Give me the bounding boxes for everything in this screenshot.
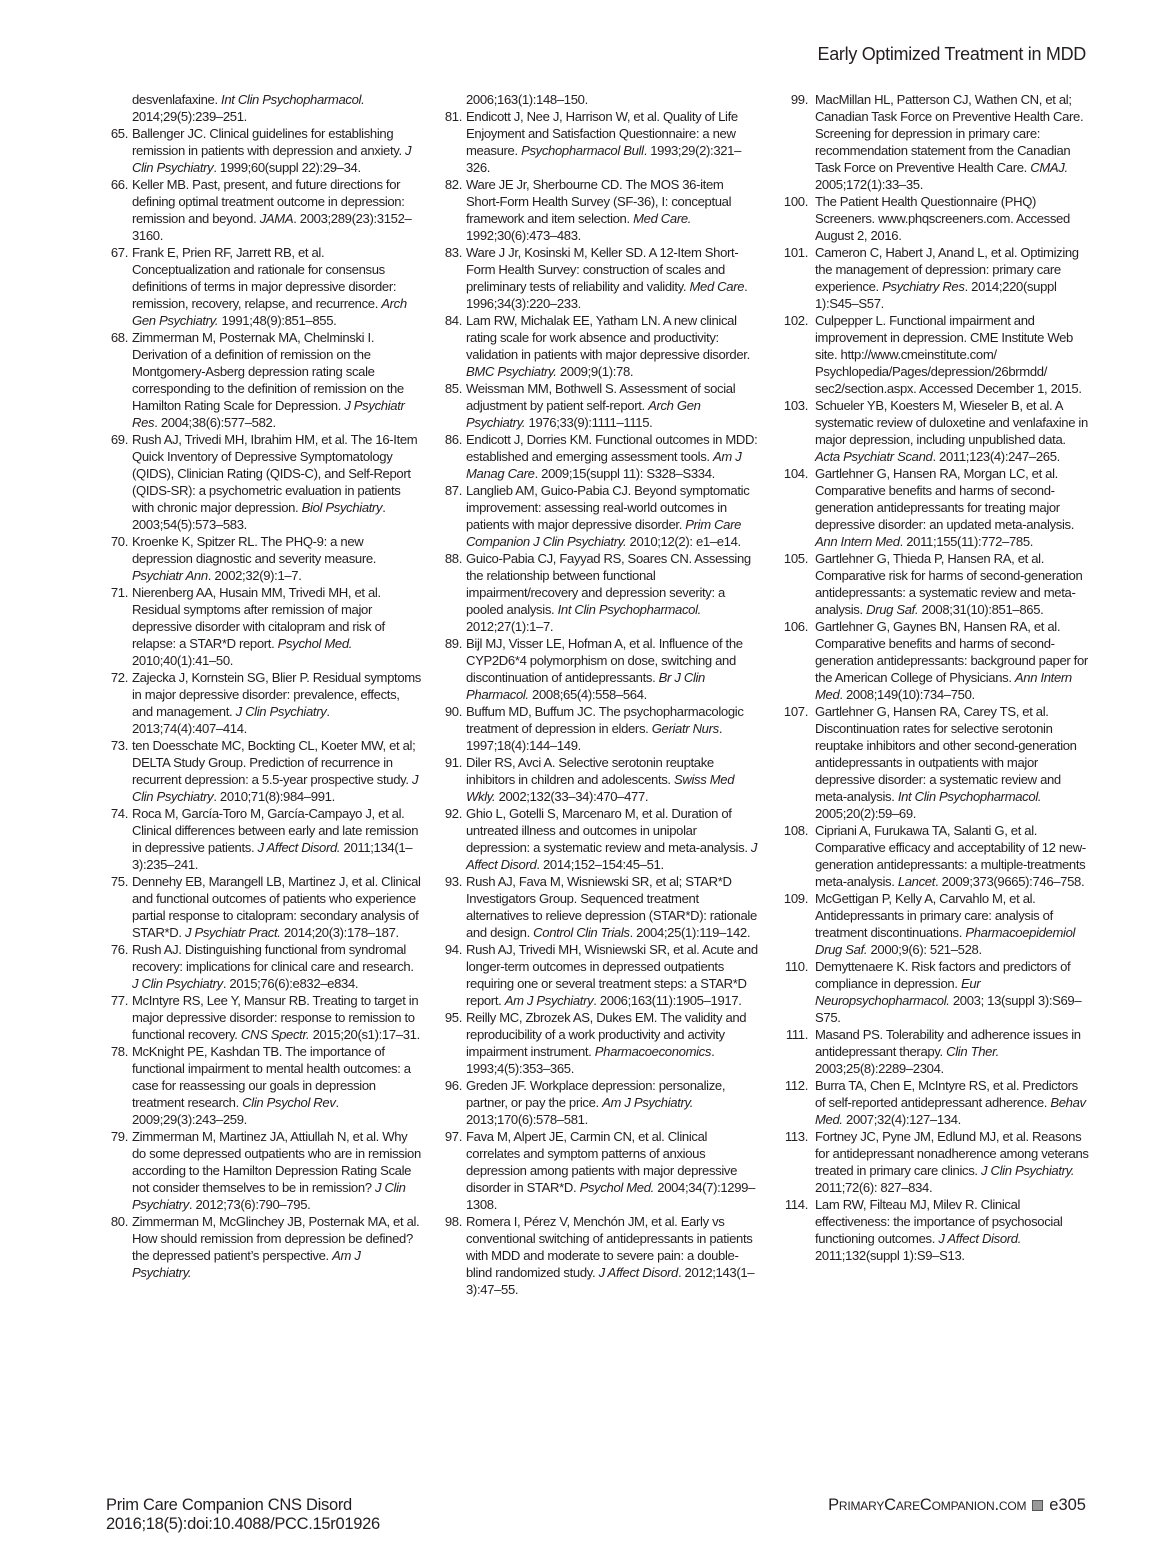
reference-number: 69. — [110, 432, 128, 447]
reference-number: 113. — [784, 1129, 808, 1144]
journal-name: Pharmacoeconomics — [594, 1044, 712, 1059]
reference-text: Dennehy EB, Marangell LB, Martinez J, et al. Clinical and functional outcomes of patients who experience partial response to citalopram: secondary analysis of STAR*D. — [132, 874, 421, 940]
journal-name: J Clin Psychiatry — [235, 704, 327, 719]
reference-number: 88. — [444, 551, 462, 566]
reference-citation: 2010;40(1):41–50. — [132, 653, 234, 668]
journal-name: Int Clin Psychopharmacol. — [221, 92, 365, 107]
reference-citation: . 2003;54(5):573–583. — [132, 500, 386, 532]
reference-text: Buffum MD, Buffum JC. The psychopharmacologic treatment of depression in elders. — [466, 704, 744, 736]
reference-item — [104, 1043, 422, 1128]
reference-item — [778, 465, 1090, 550]
journal-name: Am J Manag Care — [466, 449, 742, 481]
reference-item — [438, 91, 758, 108]
reference-citation: . 2015;76(6):e832–e834. — [222, 976, 359, 991]
reference-number: 65. — [110, 126, 128, 141]
reference-text: Ballenger JC. Clinical guidelines for establishing remission in patients with depression and anxiety. — [132, 126, 406, 158]
journal-name: Acta Psychiatr Scand — [815, 449, 933, 464]
journal-name: Ann Intern Med — [815, 670, 1072, 702]
reference-item — [778, 550, 1090, 618]
journal-name: Behav Med. — [815, 1095, 1086, 1127]
reference-item — [438, 703, 758, 754]
journal-name: Br J Clin Pharmacol. — [466, 670, 705, 702]
journal-name: J Affect Disord — [598, 1265, 678, 1280]
reference-citation: 1992;30(6):473–483. — [466, 228, 581, 243]
reference-text: Weissman MM, Bothwell S. Assessment of social adjustment by patient self-report. — [466, 381, 736, 413]
journal-name: Psychol Med. — [579, 1180, 654, 1195]
journal-name: CMAJ. — [1030, 160, 1068, 175]
journal-name: Pharmacoepidemiol Drug Saf. — [815, 925, 1076, 957]
reference-number: 73. — [110, 738, 128, 753]
reference-number: 75. — [110, 874, 128, 889]
reference-number: 74. — [110, 806, 128, 821]
reference-item — [104, 669, 422, 737]
reference-text: Gartlehner G, Hansen RA, Morgan LC, et al. Comparative benefits and harms of second-generation antidepressants for treating major depressive disorder: an updated meta-analysis. — [815, 466, 1075, 532]
reference-item — [778, 1128, 1090, 1196]
reference-item — [778, 890, 1090, 958]
reference-text: Greden JF. Workplace depression: personalize, partner, or pay the price. — [466, 1078, 726, 1110]
reference-text: Schueler YB, Koesters M, Wieseler B, et al. A systematic review of duloxetine and venlafaxine in major depression, including unpublished data. — [815, 398, 1088, 447]
reference-item — [438, 550, 758, 635]
reference-number: 102. — [783, 313, 808, 328]
reference-number: 67. — [110, 245, 128, 260]
journal-name: Clin Ther. — [946, 1044, 999, 1059]
reference-item — [104, 431, 422, 533]
reference-number: 72. — [110, 670, 128, 685]
reference-text: Zimmerman M, Martinez JA, Attiullah N, et al. Why do some depressed outpatients who are in remission according to the Hamilton Depression Rating Scale not consider themselves to be in remission? — [132, 1129, 421, 1195]
reference-number: 100. — [783, 194, 808, 209]
reference-text: Ware JE Jr, Sherbourne CD. The MOS 36-item Short-Form Health Survey (SF-36), I: conceptual framework and item selection. — [466, 177, 732, 226]
reference-citation: 2011;72(6): 827–834. — [815, 1180, 933, 1195]
journal-name: Int Clin Psychopharmacol. — [897, 789, 1042, 804]
reference-citation: 2003;25(8):2289–2304. — [815, 1061, 944, 1076]
reference-citation: . 1996;34(3):220–233. — [466, 279, 748, 311]
reference-citation: . 1993;4(5):353–365. — [466, 1044, 715, 1076]
reference-number: 78. — [110, 1044, 128, 1059]
reference-item — [104, 992, 422, 1043]
references-column-2 — [438, 91, 758, 1298]
reference-number: 93. — [444, 874, 462, 889]
reference-citation: 2011;134(1–3):235–241. — [132, 840, 413, 872]
reference-text: Zajecka J, Kornstein SG, Blier P. Residual symptoms in major depressive disorder: prevalence, effects, and management. — [132, 670, 422, 719]
reference-citation: . 2014;220(suppl 1):S45–S57. — [815, 279, 1057, 311]
footer-journal: Prim Care Companion CNS Disord — [106, 1496, 352, 1514]
reference-citation: . 2014;152–154:45–51. — [536, 857, 664, 872]
reference-item — [778, 193, 1090, 244]
reference-citation: . 2003;289(23):3152–3160. — [132, 211, 412, 243]
reference-item — [778, 1077, 1090, 1128]
reference-citation: 1991;48(9):851–855. — [218, 313, 337, 328]
reference-item — [104, 125, 422, 176]
reference-item — [104, 1128, 422, 1213]
reference-citation: . 2009;15(suppl 11): S328–S334. — [534, 466, 715, 481]
reference-number: 80. — [110, 1214, 128, 1229]
reference-item — [438, 1009, 758, 1077]
journal-name: JAMA — [259, 211, 294, 226]
reference-number: 112. — [784, 1078, 808, 1093]
reference-number: 94. — [444, 942, 462, 957]
journal-name: J Psychiatr Res — [132, 398, 405, 430]
reference-citation: . 2008;149(10):734–750. — [839, 687, 975, 702]
reference-text: Romera I, Pérez V, Menchón JM, et al. Early vs conventional switching of antidepressants in patients with MDD and moderate to severe pain: a double-blind randomized study. — [466, 1214, 753, 1280]
reference-citation: 2011;132(suppl 1):S9–S13. — [815, 1248, 965, 1263]
reference-number: 101. — [783, 245, 808, 260]
reference-item — [104, 176, 422, 244]
page-number: e305 — [1049, 1496, 1086, 1514]
reference-citation: 2004;34(7):1299–1308. — [466, 1180, 756, 1212]
journal-name: Med Care — [689, 279, 745, 294]
reference-item — [778, 703, 1090, 822]
reference-citation: . 2004;38(6):577–582. — [154, 415, 276, 430]
reference-text: Diler RS, Avci A. Selective serotonin reuptake inhibitors in children and adolescents. — [466, 755, 714, 787]
reference-number: 76. — [110, 942, 128, 957]
reference-number: 86. — [444, 432, 462, 447]
reference-item — [778, 1196, 1090, 1264]
reference-text: McGettigan P, Kelly A, Carvahlo M, et al. Antidepressants in primary care: analysis of treatment discontinuations. — [815, 891, 1053, 940]
reference-text: Lam RW, Filteau MJ, Milev R. Clinical effectiveness: the importance of psychosocial functioning outcomes. — [815, 1197, 1063, 1246]
journal-name: J Clin Psychiatry — [132, 1180, 406, 1212]
reference-number: 108. — [783, 823, 808, 838]
journal-name: Geriatr Nurs — [651, 721, 719, 736]
reference-text: Lam RW, Michalak EE, Yatham LN. A new clinical rating scale for work absence and productivity: validation in patients with major depressive disorder. — [466, 313, 750, 362]
reference-citation: 2005;20(2):59–69. — [815, 806, 917, 821]
reference-text: Rush AJ, Trivedi MH, Ibrahim HM, et al. The 16-Item Quick Inventory of Depressive Symptomatology (QIDS), Clinician Rating (QIDS-C), and Self-Report (QIDS-SR): a psychometric evaluation in patients with chronic major depression. — [132, 432, 418, 515]
running-title: Early Optimized Treatment in MDD — [817, 44, 1086, 64]
reference-citation: 2009;9(1):78. — [556, 364, 634, 379]
reference-text: ten Doesschate MC, Bockting CL, Koeter MW, et al; DELTA Study Group. Prediction of recurrence in recurrent depression: a 5.5-year prospective study. — [132, 738, 416, 787]
reference-number: 66. — [110, 177, 128, 192]
journal-name: Psychol Med. — [277, 636, 353, 651]
reference-text: Fava M, Alpert JE, Carmin CN, et al. Clinical correlates and symptom patterns of anxious depression among patients with major depressive disorder in STAR*D. — [466, 1129, 738, 1195]
journal-name: Lancet — [897, 874, 936, 889]
journal-name: Psychiatr Ann — [132, 568, 208, 583]
reference-citation: . 2011;155(11):772–785. — [899, 534, 1034, 549]
reference-item — [438, 380, 758, 431]
reference-citation: . 2009;373(9665):746–758. — [935, 874, 1085, 889]
reference-citation: 2007;32(4):127–134. — [842, 1112, 961, 1127]
reference-number: 70. — [110, 534, 128, 549]
reference-item — [104, 737, 422, 805]
reference-item — [778, 91, 1090, 193]
reference-item — [438, 754, 758, 805]
reference-number: 99. — [790, 92, 808, 107]
reference-text: Cipriani A, Furukawa TA, Salanti G, et al. Comparative efficacy and acceptability of 12 new-generation antidepressants: a multiple-treatments meta-analysis. — [815, 823, 1086, 889]
reference-text: Endicott J, Dorries KM. Functional outcomes in MDD: established and emerging assessment tools. — [466, 432, 758, 464]
reference-citation: 2003; 13(suppl 3):S69–S75. — [815, 993, 1082, 1025]
reference-number: 71. — [110, 585, 128, 600]
reference-citation: 2000;9(6): 521–528. — [867, 942, 982, 957]
reference-citation: 2002;132(33–34):470–477. — [495, 789, 649, 804]
reference-citation: . 2013;74(4):407–414. — [132, 704, 330, 736]
reference-citation: . 2002;32(9):1–7. — [207, 568, 302, 583]
reference-item — [438, 108, 758, 176]
reference-number: 87. — [444, 483, 462, 498]
reference-item — [104, 584, 422, 669]
reference-text: Demyttenaere K. Risk factors and predictors of compliance in depression. — [815, 959, 1071, 991]
reference-citation: 2015;20(s1):17–31. — [309, 1027, 420, 1042]
reference-citation: 2012;27(1):1–7. — [466, 619, 554, 634]
reference-citation: . 2011;123(4):247–265. — [932, 449, 1060, 464]
reference-number: 95. — [444, 1010, 462, 1025]
journal-name: J Clin Psychiatry — [132, 143, 412, 175]
reference-number: 89. — [444, 636, 462, 651]
reference-citation: . 2009;29(3):243–259. — [132, 1095, 339, 1127]
reference-text: Roca M, García-Toro M, García-Campayo J, et al. Clinical differences between early and late remission in depressive patients. — [132, 806, 419, 855]
reference-item — [438, 482, 758, 550]
reference-number: 68. — [110, 330, 128, 345]
reference-text: Zimmerman M, Posternak MA, Chelminski I. Derivation of a definition of remission on the Montgomery-Asberg depression rating scale corresponding to the definition of remission on the Hamilton Rating Scale for Depression. — [132, 330, 404, 413]
journal-name: Arch Gen Psychiatry. — [132, 296, 407, 328]
reference-text: Guico-Pabia CJ, Fayyad RS, Soares CN. Assessing the relationship between functional impairment/recovery and depression severity: a pooled analysis. — [466, 551, 751, 617]
reference-number: 97. — [444, 1129, 462, 1144]
reference-number: 83. — [444, 245, 462, 260]
journal-name: Psychopharmacol Bull — [521, 143, 644, 158]
journal-name: BMC Psychiatry. — [466, 364, 557, 379]
reference-item — [438, 312, 758, 380]
reference-number: 109. — [783, 891, 808, 906]
reference-item — [438, 1077, 758, 1128]
journal-name: Control Clin Trials — [533, 925, 630, 940]
reference-item — [778, 244, 1090, 312]
reference-item — [778, 312, 1090, 397]
journal-name: Psychiatry Res — [882, 279, 965, 294]
reference-number: 96. — [444, 1078, 462, 1093]
reference-citation: 2010;12(2): e1–e14. — [626, 534, 741, 549]
reference-citation: . 2004;25(1):119–142. — [629, 925, 751, 940]
reference-text: McIntyre RS, Lee Y, Mansur RB. Treating to target in major depressive disorder: response to remission to functional recovery. — [132, 993, 419, 1042]
reference-citation: 1976;33(9):1111–1115. — [525, 415, 653, 430]
journal-name: J Affect Disord — [466, 840, 758, 872]
reference-number: 90. — [444, 704, 462, 719]
reference-text: Ware J Jr, Kosinski M, Keller SD. A 12-Item Short-Form Health Survey: construction of scales and preliminary tests of reliability and validity. — [466, 245, 739, 294]
reference-item — [104, 873, 422, 941]
journal-name: J Clin Psychiatry — [132, 772, 419, 804]
reference-text: Cameron C, Habert J, Anand L, et al. Optimizing the management of depression: primary care experience. — [815, 245, 1079, 294]
reference-item — [778, 958, 1090, 1026]
journal-name: Eur Neuropsychopharmacol. — [815, 976, 981, 1008]
reference-item — [438, 176, 758, 244]
square-bullet-icon — [1032, 1500, 1043, 1511]
journal-name: Prim Care Companion J Clin Psychiatry. — [466, 517, 742, 549]
reference-text: Bijl MJ, Visser LE, Hofman A, et al. Influence of the CYP2D6*4 polymorphism on dose, switching and discontinuation of antidepressants. — [466, 636, 743, 685]
reference-citation: 2014;29(5):239–251. — [132, 109, 247, 124]
footer-site-name[interactable]: PrimaryCareCompanion.com — [828, 1496, 1027, 1514]
reference-number: 103. — [783, 398, 808, 413]
journal-name: Med Care. — [633, 211, 692, 226]
reference-text: Endicott J, Nee J, Harrison W, et al. Quality of Life Enjoyment and Satisfaction Questionnaire: a new measure. — [466, 109, 738, 158]
journal-name: Am J Psychiatry — [504, 993, 594, 1008]
reference-citation: . 1993;29(2):321–326. — [466, 143, 742, 175]
journal-name: Int Clin Psychopharmacol. — [557, 602, 701, 617]
reference-number: 91. — [444, 755, 462, 770]
reference-item — [104, 244, 422, 329]
journal-name: J Clin Psychiatry — [132, 976, 223, 991]
reference-text: Masand PS. Tolerability and adherence issues in antidepressant therapy. — [815, 1027, 1081, 1059]
reference-text: Frank E, Prien RF, Jarrett RB, et al. Conceptualization and rationale for consensus definitions of terms in major depressive disorder: remission, recovery, relapse, and recurrence. — [132, 245, 397, 311]
reference-citation: 2008;31(10):851–865. — [918, 602, 1044, 617]
reference-text: Langlieb AM, Guico-Pabia CJ. Beyond symptomatic improvement: assessing real-world outcomes in patients with major depressive disorder. — [466, 483, 750, 532]
reference-item — [438, 1213, 758, 1298]
reference-citation: . 2012;73(6):790–795. — [188, 1197, 311, 1212]
reference-text: MacMillan HL, Patterson CJ, Wathen CN, et al; Canadian Task Force on Preventive Health Care. Screening for depression in primary care: recommendation statement from the Canadian Task Force on Preventive Health Care. — [815, 92, 1084, 175]
reference-item — [438, 805, 758, 873]
reference-item — [438, 431, 758, 482]
reference-text: Burra TA, Chen E, McIntyre RS, et al. Predictors of self-reported antidepressant adherence. — [815, 1078, 1078, 1110]
reference-citation: 2005;172(1):33–35. — [815, 177, 924, 192]
reference-number: 85. — [444, 381, 462, 396]
reference-item — [104, 941, 422, 992]
reference-text: Kroenke K, Spitzer RL. The PHQ-9: a new depression diagnostic and severity measure. — [132, 534, 377, 566]
reference-number: 104. — [783, 466, 808, 481]
reference-text: Zimmerman M, McGlinchey JB, Posternak MA, et al. How should remission from depression be defined? the depressed patient’s perspective. — [132, 1214, 420, 1263]
reference-citation: . 2006;163(11):1905–1917. — [593, 993, 742, 1008]
footer-citation — [106, 1496, 380, 1534]
reference-citation: . 1997;18(4):144–149. — [466, 721, 723, 753]
reference-text: Rush AJ. Distinguishing functional from syndromal recovery: implications for clinical care and research. — [132, 942, 414, 974]
reference-number: 111. — [785, 1027, 808, 1042]
reference-item — [104, 91, 422, 125]
journal-name: Am J Psychiatry. — [132, 1248, 361, 1280]
journal-name: CNS Spectr. — [240, 1027, 310, 1042]
journal-name: Ann Intern Med — [815, 534, 900, 549]
reference-number: 110. — [784, 959, 808, 974]
journal-name: Swiss Med Wkly. — [466, 772, 735, 804]
reference-number: 77. — [110, 993, 128, 1008]
reference-number: 106. — [783, 619, 808, 634]
reference-text: Reilly MC, Zbrozek AS, Dukes EM. The validity and reproducibility of a work productivity and activity impairment instrument. — [466, 1010, 747, 1059]
reference-text: The Patient Health Questionnaire (PHQ) Screeners. www.phqscreeners.com. Accessed August 2, 2016. — [815, 194, 1070, 243]
reference-citation: 2013;170(6):578–581. — [466, 1112, 588, 1127]
reference-item — [104, 533, 422, 584]
journal-name: J Clin Psychiatry. — [981, 1163, 1075, 1178]
reference-item — [778, 618, 1090, 703]
footer-doi: 2016;18(5):doi:10.4088/PCC.15r01926 — [106, 1515, 380, 1533]
reference-number: 107. — [783, 704, 808, 719]
reference-text: Gartlehner G, Gaynes BN, Hansen RA, et al. Comparative benefits and harms of second-generation antidepressants: background paper for the American College of Physicians. — [815, 619, 1088, 685]
reference-text: Ghio L, Gotelli S, Marcenaro M, et al. Duration of untreated illness and outcomes in unipolar depression: a systematic review and meta-analysis. — [466, 806, 751, 855]
reference-text: Keller MB. Past, present, and future directions for defining optimal treatment outcome in depression: remission and beyond. — [132, 177, 405, 226]
reference-text: Rush AJ, Trivedi MH, Wisniewski SR, et al. Acute and longer-term outcomes in depressed outpatients requiring one or several treatment steps: a STAR*D report. — [466, 942, 758, 1008]
reference-text: Fortney JC, Pyne JM, Edlund MJ, et al. Reasons for antidepressant nonadherence among veterans treated in primary care clinics. — [815, 1129, 1089, 1178]
reference-item — [778, 1026, 1090, 1077]
reference-number: 81. — [444, 109, 462, 124]
reference-item — [438, 873, 758, 941]
reference-citation: . 2012;143(1–3):47–55. — [466, 1265, 755, 1297]
reference-text: 2006;163(1):148–150. — [466, 92, 588, 107]
journal-name: Biol Psychiatry — [301, 500, 383, 515]
reference-text: Nierenberg AA, Husain MM, Trivedi MH, et al. Residual symptoms after remission of major depressive disorder with citalopram and risk of relapse: a STAR*D report. — [132, 585, 385, 651]
journal-name: Am J Psychiatry. — [602, 1095, 694, 1110]
reference-citation: . 1999;60(suppl 22):29–34. — [213, 160, 361, 175]
reference-text: Gartlehner G, Thieda P, Hansen RA, et al. Comparative risk for harms of second-generation antidepressants: a systematic review and meta-analysis. — [815, 551, 1083, 617]
reference-number: 105. — [783, 551, 808, 566]
references-column-3 — [778, 91, 1090, 1264]
reference-item — [438, 1128, 758, 1213]
journal-name: Clin Psychol Rev — [242, 1095, 336, 1110]
reference-item — [438, 635, 758, 703]
reference-item — [778, 397, 1090, 465]
reference-text: desvenlafaxine. — [132, 92, 222, 107]
reference-number: 98. — [444, 1214, 462, 1229]
reference-citation: 2014;20(3):178–187. — [280, 925, 399, 940]
reference-citation: 2008;65(4):558–564. — [528, 687, 647, 702]
reference-item — [104, 1213, 422, 1281]
journal-name: Arch Gen Psychiatry. — [466, 398, 701, 430]
reference-text: Gartlehner G, Hansen RA, Carey TS, et al. Discontinuation rates for selective serotonin reuptake inhibitors and other second-generation antidepressants in outpatients with major depressive disorder: a systematic review and meta-analysis. — [815, 704, 1077, 804]
reference-item — [104, 805, 422, 873]
reference-number: 84. — [444, 313, 462, 328]
reference-item — [438, 244, 758, 312]
footer-site — [828, 1496, 1086, 1515]
reference-number: 92. — [444, 806, 462, 821]
reference-item — [438, 941, 758, 1009]
reference-item — [104, 329, 422, 431]
journal-name: J Affect Disord. — [938, 1231, 1022, 1246]
reference-number: 114. — [784, 1197, 808, 1212]
journal-name: J Psychiatr Pract. — [184, 925, 281, 940]
reference-text: Rush AJ, Fava M, Wisniewski SR, et al; STAR*D Investigators Group. Sequenced treatment alternatives to relieve depression (STAR*D): rationale and design. — [466, 874, 757, 940]
reference-number: 79. — [110, 1129, 128, 1144]
references-column-1 — [104, 91, 422, 1281]
reference-text: Culpepper L. Functional impairment and improvement in depression. CME Institute Web site. http://www.cmeinstitute.com/ Psychlopedia/Pages/depression/26brmdd/ sec2/section.aspx. Accessed December 1, 2015. — [815, 313, 1082, 396]
reference-citation: . 2010;71(8):984–991. — [213, 789, 335, 804]
reference-number: 82. — [444, 177, 462, 192]
reference-item — [778, 822, 1090, 890]
journal-name: J Affect Disord. — [257, 840, 341, 855]
reference-text: McKnight PE, Kashdan TB. The importance of functional impairment to mental health outcomes: a case for reassessing our goals in depression treatment research. — [132, 1044, 411, 1110]
journal-name: Drug Saf. — [866, 602, 919, 617]
